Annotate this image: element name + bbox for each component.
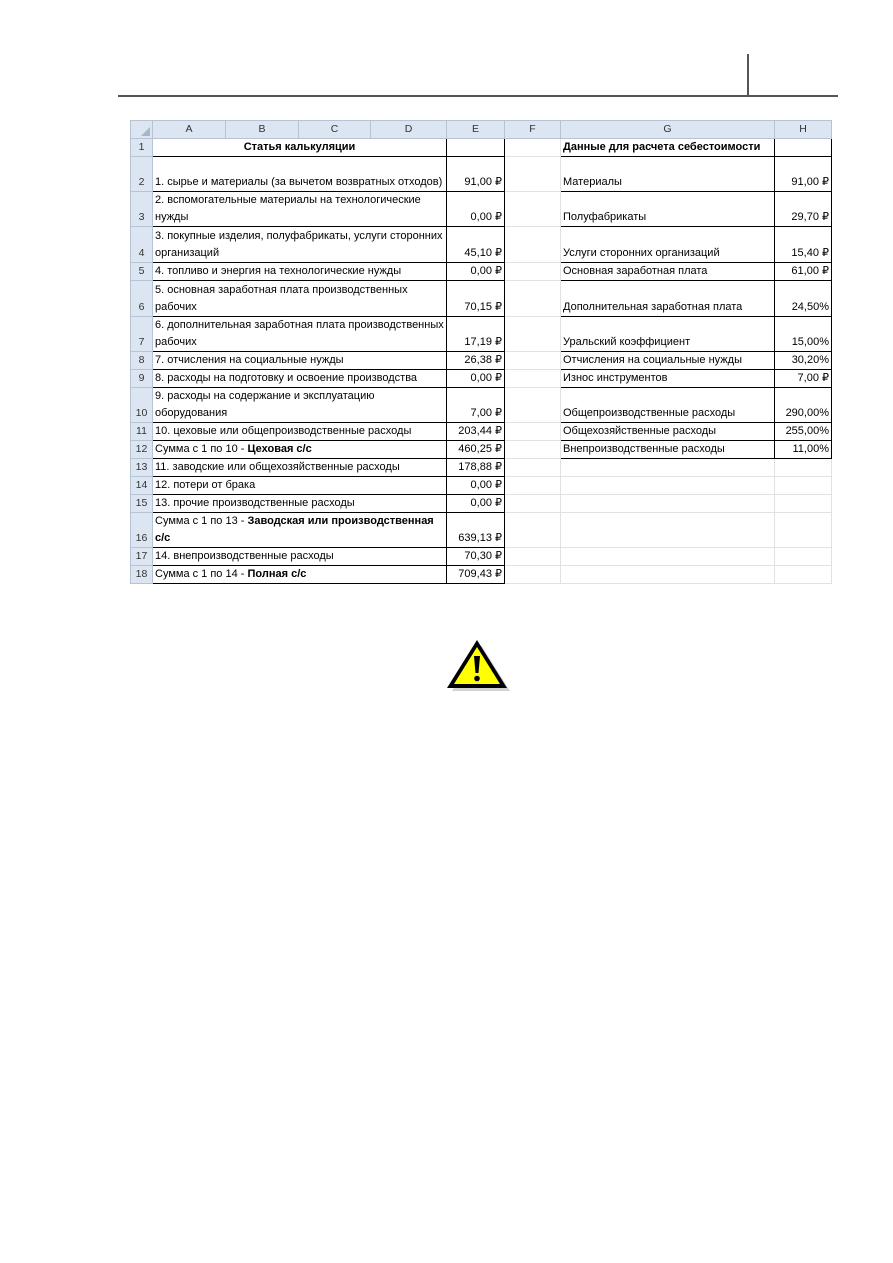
cost-item-value[interactable]: 178,88 ₽ [447, 459, 505, 477]
cost-item-label[interactable]: 10. цеховые или общепроизводственные расходы [153, 423, 447, 441]
column-header[interactable]: C [299, 121, 371, 139]
subtotal-label[interactable] [153, 513, 447, 548]
cost-item-value[interactable]: 0,00 ₽ [447, 192, 505, 227]
subtotal-label[interactable] [153, 441, 447, 459]
param-label[interactable]: Услуги сторонних организаций [561, 227, 775, 263]
table-row [131, 139, 832, 157]
table-row [131, 352, 832, 370]
cell[interactable] [775, 459, 832, 477]
param-value[interactable]: 24,50% [775, 281, 832, 317]
param-value[interactable]: 255,00% [775, 423, 832, 441]
row-number[interactable]: 14 [131, 477, 153, 495]
cost-item-label[interactable]: 2. вспомогательные материалы на технологические нужды [153, 192, 447, 227]
param-value[interactable]: 29,70 ₽ [775, 192, 832, 227]
right-table-header[interactable]: Данные для расчета себестоимости [561, 139, 775, 157]
cost-item-value[interactable]: 0,00 ₽ [447, 495, 505, 513]
cell[interactable] [505, 281, 561, 317]
cell[interactable] [505, 227, 561, 263]
param-label[interactable]: Общепроизводственные расходы [561, 388, 775, 423]
param-label[interactable]: Уральский коэффициент [561, 317, 775, 352]
param-value[interactable]: 30,20% [775, 352, 832, 370]
row-number[interactable]: 7 [131, 317, 153, 352]
cell[interactable] [561, 459, 775, 477]
cost-item-label[interactable]: 4. топливо и энергия на технологические нужды [153, 263, 447, 281]
table-row [131, 281, 832, 317]
cell[interactable] [447, 139, 505, 157]
cell[interactable] [561, 513, 775, 548]
cost-item-value[interactable]: 45,10 ₽ [447, 227, 505, 263]
table-row [131, 370, 832, 388]
table-row [131, 459, 832, 477]
cell[interactable] [505, 157, 561, 192]
row-number[interactable]: 12 [131, 441, 153, 459]
param-label[interactable]: Основная заработная плата [561, 263, 775, 281]
cell[interactable] [561, 495, 775, 513]
table-row [131, 157, 832, 192]
select-all-corner[interactable] [131, 121, 153, 139]
cell[interactable] [561, 548, 775, 566]
cost-item-label[interactable]: 9. расходы на содержание и эксплуатацию оборудования [153, 388, 447, 423]
param-value[interactable]: 61,00 ₽ [775, 263, 832, 281]
cell[interactable] [505, 388, 561, 423]
warning-triangle-icon [444, 637, 512, 693]
cell[interactable] [505, 139, 561, 157]
table-row [131, 441, 832, 459]
cost-item-label[interactable]: 14. внепроизводственные расходы [153, 548, 447, 566]
row-number[interactable]: 4 [131, 227, 153, 263]
subtotal-value[interactable]: 639,13 ₽ [447, 513, 505, 548]
cost-item-label[interactable]: 5. основная заработная плата производственных рабочих [153, 281, 447, 317]
header-rule [118, 95, 838, 97]
cell[interactable] [561, 566, 775, 584]
cell[interactable] [775, 139, 832, 157]
param-label[interactable]: Материалы [561, 157, 775, 192]
cost-item-value[interactable]: 91,00 ₽ [447, 157, 505, 192]
header-tick [747, 54, 749, 97]
subtotal-name: Цеховая с/с [247, 443, 312, 455]
param-value[interactable]: 11,00% [775, 441, 832, 459]
row-number[interactable]: 15 [131, 495, 153, 513]
total-value[interactable]: 709,43 ₽ [447, 566, 505, 584]
row-number[interactable]: 10 [131, 388, 153, 423]
row-number[interactable]: 3 [131, 192, 153, 227]
cost-item-label[interactable]: 7. отчисления на социальные нужды [153, 352, 447, 370]
row-number[interactable]: 9 [131, 370, 153, 388]
table-row [131, 548, 832, 566]
cell[interactable] [775, 477, 832, 495]
column-header[interactable]: H [775, 121, 832, 139]
column-header[interactable]: D [371, 121, 447, 139]
cell[interactable] [505, 370, 561, 388]
param-value[interactable]: 91,00 ₽ [775, 157, 832, 192]
row-number[interactable]: 13 [131, 459, 153, 477]
row-number[interactable]: 18 [131, 566, 153, 584]
table-row [131, 495, 832, 513]
cell[interactable] [505, 192, 561, 227]
cost-item-value[interactable]: 0,00 ₽ [447, 370, 505, 388]
subtotal-prefix: Сумма с 1 по 13 - [155, 515, 248, 527]
param-label[interactable]: Отчисления на социальные нужды [561, 352, 775, 370]
cell[interactable] [505, 495, 561, 513]
column-header-row [131, 121, 832, 139]
table-row [131, 388, 832, 423]
row-number[interactable]: 11 [131, 423, 153, 441]
table-row [131, 566, 832, 584]
row-number[interactable]: 6 [131, 281, 153, 317]
total-label[interactable] [153, 566, 447, 584]
subtotal-value[interactable]: 460,25 ₽ [447, 441, 505, 459]
column-header[interactable]: G [561, 121, 775, 139]
cell[interactable] [775, 513, 832, 548]
column-header[interactable]: F [505, 121, 561, 139]
row-number[interactable]: 8 [131, 352, 153, 370]
left-table-header[interactable]: Статья калькуляции [153, 139, 447, 157]
table-row [131, 192, 832, 227]
cell[interactable] [561, 477, 775, 495]
table-row [131, 263, 832, 281]
cell[interactable] [775, 566, 832, 584]
cell[interactable] [505, 317, 561, 352]
cell[interactable] [505, 263, 561, 281]
cost-item-label[interactable]: 1. сырье и материалы (за вычетом возвратных отходов) [153, 157, 447, 192]
cost-item-value[interactable]: 0,00 ₽ [447, 263, 505, 281]
param-value[interactable]: 15,40 ₽ [775, 227, 832, 263]
param-value[interactable]: 290,00% [775, 388, 832, 423]
total-prefix: Сумма с 1 по 14 - [155, 568, 248, 580]
table-row [131, 317, 832, 352]
param-label[interactable]: Дополнительная заработная плата [561, 281, 775, 317]
subtotal-name: Заводская или производственная с/с [155, 515, 434, 544]
cost-item-value[interactable]: 203,44 ₽ [447, 423, 505, 441]
cell[interactable] [505, 477, 561, 495]
cost-item-label[interactable]: 8. расходы на подготовку и освоение производства [153, 370, 447, 388]
cost-item-label[interactable]: 6. дополнительная заработная плата производственных рабочих [153, 317, 447, 352]
param-label[interactable]: Общехозяйственные расходы [561, 423, 775, 441]
cell[interactable] [505, 423, 561, 441]
column-header[interactable]: E [447, 121, 505, 139]
cost-item-value[interactable]: 0,00 ₽ [447, 477, 505, 495]
row-number[interactable]: 17 [131, 548, 153, 566]
cell[interactable] [505, 352, 561, 370]
cell[interactable] [505, 548, 561, 566]
cost-item-label[interactable]: 11. заводские или общехозяйственные расходы [153, 459, 447, 477]
param-label[interactable]: Износ инструментов [561, 370, 775, 388]
subtotal-prefix: Сумма с 1 по 10 - [155, 443, 248, 455]
total-name: Полная с/с [247, 568, 307, 580]
row-number[interactable]: 2 [131, 157, 153, 192]
row-number[interactable]: 5 [131, 263, 153, 281]
cell[interactable] [775, 495, 832, 513]
cost-item-value[interactable]: 26,38 ₽ [447, 352, 505, 370]
cost-item-value[interactable]: 7,00 ₽ [447, 388, 505, 423]
cost-item-label[interactable]: 13. прочие производственные расходы [153, 495, 447, 513]
param-label[interactable]: Полуфабрикаты [561, 192, 775, 227]
cell[interactable] [505, 459, 561, 477]
column-header[interactable]: A [153, 121, 226, 139]
cost-item-value[interactable]: 17,19 ₽ [447, 317, 505, 352]
cell[interactable] [505, 566, 561, 584]
row-number[interactable]: 1 [131, 139, 153, 157]
table-row [131, 227, 832, 263]
param-label[interactable]: Внепроизводственные расходы [561, 441, 775, 459]
cost-item-value[interactable]: 70,30 ₽ [447, 548, 505, 566]
cost-item-label[interactable]: 3. покупные изделия, полуфабрикаты, услуги сторонних организаций [153, 227, 447, 263]
cell[interactable] [505, 513, 561, 548]
param-value[interactable]: 7,00 ₽ [775, 370, 832, 388]
table-row [131, 513, 832, 548]
table-row [131, 423, 832, 441]
cost-item-label[interactable]: 12. потери от брака [153, 477, 447, 495]
table-row [131, 477, 832, 495]
column-header[interactable]: B [226, 121, 299, 139]
spreadsheet-table [130, 120, 832, 584]
param-value[interactable]: 15,00% [775, 317, 832, 352]
cell[interactable] [775, 548, 832, 566]
cell[interactable] [505, 441, 561, 459]
cost-item-value[interactable]: 70,15 ₽ [447, 281, 505, 317]
row-number[interactable]: 16 [131, 513, 153, 548]
